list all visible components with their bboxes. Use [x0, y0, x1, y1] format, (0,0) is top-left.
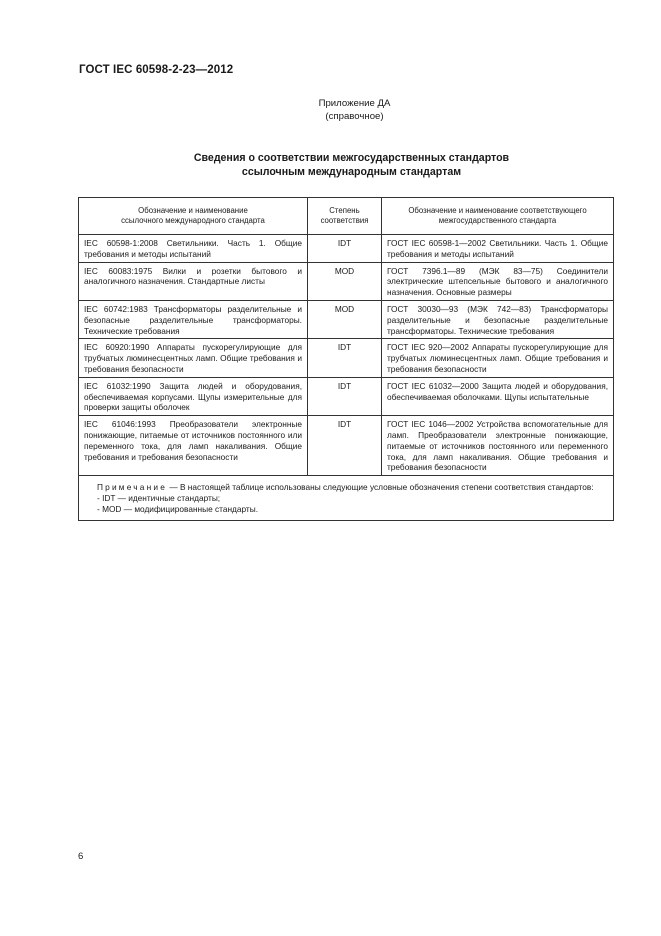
note-item: - MOD — модифицированные стандарты.: [97, 503, 259, 514]
appendix-label: Приложение ДА: [318, 98, 391, 109]
header-line: соответствия: [320, 216, 369, 225]
cell-degree: IDT: [308, 235, 382, 263]
cell-international: IEC 61032:1990 Защита людей и оборудования, обеспечиваемая корпусами. Щупы измерительные для проверки защиты оболочек: [79, 377, 308, 415]
note-item: - IDT — идентичные стандарты;: [97, 492, 221, 503]
note-heading: [87, 482, 605, 493]
cell-international: IEC 60598-1:2008 Светильники. Часть 1. Общие требования и методы испытаний: [79, 235, 308, 263]
header-line: Степень: [329, 206, 360, 215]
cell-international: IEC 60083:1975 Вилки и розетки бытового и аналогичного назначения. Стандартные листы: [79, 262, 308, 300]
header-national-standard: [382, 198, 614, 235]
header-line: ссылочного международного стандарта: [121, 216, 265, 225]
table-header-row: [79, 198, 614, 235]
table-row: [79, 377, 614, 415]
cell-national: ГОСТ IEC 61032—2000 Защита людей и оборудования, обеспечиваемая оболочками. Щупы испытательные: [382, 377, 614, 415]
table-title-line-1: Сведения о соответствии межгосударственных стандартов: [193, 152, 510, 164]
document-code: ГОСТ IEC 60598-2-23—2012: [79, 64, 234, 76]
table-title-line-2: ссылочным международным стандартам: [241, 165, 462, 178]
cell-national: ГОСТ IEC 1046—2002 Устройства вспомогательные для ламп. Преобразователи электронные понижающие, питаемые от источников постоянного или переменного тока, для ламп накаливания. Общие требования и требования безопасности: [382, 416, 614, 476]
table-title: [0, 152, 661, 179]
cell-national: ГОСТ 30030—93 (МЭК 742—83) Трансформаторы разделительные и безопасные разделительные трансформаторы. Технические требования: [382, 300, 614, 338]
page-number: 6: [78, 851, 84, 862]
header-line: межгосударственного стандарта: [438, 216, 557, 225]
table-note: [79, 476, 614, 520]
table-row: [79, 339, 614, 377]
cell-national: ГОСТ 7396.1—89 (МЭК 83—75) Соединители электрические штепсельные бытового и аналогичного назначения. Основные размеры: [382, 262, 614, 300]
appendix-heading: [0, 97, 661, 123]
header-line: Обозначение и наименование: [138, 206, 248, 215]
note-text: — В настоящей таблице использованы следующие условные обозначения степени соответствия стандартов:: [169, 482, 594, 493]
cell-degree: IDT: [308, 416, 382, 476]
cell-national: ГОСТ IEC 920—2002 Аппараты пускорегулирующие для трубчатых люминесцентных ламп. Общие требования и требования безопасности: [382, 339, 614, 377]
correspondence-table: [78, 197, 614, 521]
cell-degree: MOD: [308, 300, 382, 338]
table-note-row: [79, 476, 614, 520]
cell-international: IEC 60920:1990 Аппараты пускорегулирующие для трубчатых люминесцентных ламп. Общие требования и требования безопасности: [79, 339, 308, 377]
header-line: Обозначение и наименование соответствующего: [408, 206, 587, 215]
table-row: [79, 235, 614, 263]
table-row: [79, 262, 614, 300]
header-international-standard: [79, 198, 308, 235]
appendix-sublabel: (справочное): [325, 111, 384, 122]
note-label: Примечание: [97, 482, 168, 493]
cell-degree: IDT: [308, 339, 382, 377]
cell-international: IEC 60742:1983 Трансформаторы разделительные и безопасные разделительные трансформаторы. Технические требования: [79, 300, 308, 338]
cell-international: IEC 61046:1993 Преобразователи электронные понижающие, питаемые от источников постоянного или переменного тока, для ламп накаливания. Общие требования и требования безопасности: [79, 416, 308, 476]
table-row: [79, 300, 614, 338]
header-degree: [308, 198, 382, 235]
cell-degree: IDT: [308, 377, 382, 415]
table-row: [79, 416, 614, 476]
cell-national: ГОСТ IEC 60598-1—2002 Светильники. Часть 1. Общие требования и методы испытаний: [382, 235, 614, 263]
cell-degree: MOD: [308, 262, 382, 300]
